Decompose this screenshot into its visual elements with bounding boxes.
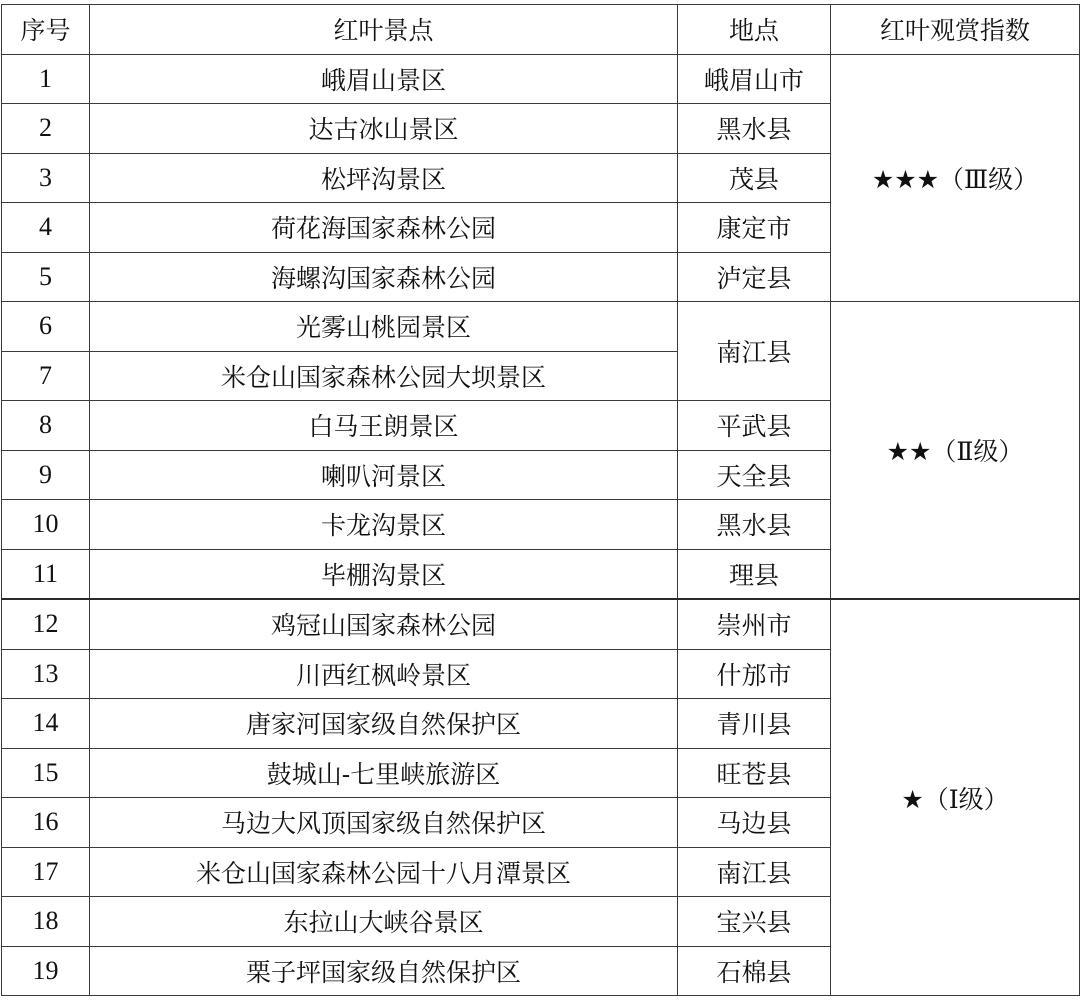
- rating-level-2: ★★（Ⅱ级）: [831, 302, 1080, 600]
- row-number: 6: [2, 302, 90, 352]
- row-number: 5: [2, 252, 90, 302]
- header-site: 红叶景点: [90, 5, 678, 55]
- header-location: 地点: [678, 5, 831, 55]
- header-number: 序号: [2, 5, 90, 55]
- location: 茂县: [678, 153, 831, 203]
- table-row: [2, 54, 1080, 104]
- row-number: 10: [2, 500, 90, 550]
- header-row: [2, 5, 1080, 55]
- row-number: 3: [2, 153, 90, 203]
- site-name: 鸡冠山国家森林公园: [90, 599, 678, 649]
- site-name: 马边大风顶国家级自然保护区: [90, 798, 678, 848]
- row-number: 7: [2, 351, 90, 401]
- location: 旺苍县: [678, 748, 831, 798]
- row-number: 4: [2, 203, 90, 253]
- location: 青川县: [678, 699, 831, 749]
- site-name: 鼓城山-七里峡旅游区: [90, 748, 678, 798]
- location: 平武县: [678, 401, 831, 451]
- site-name: 喇叭河景区: [90, 450, 678, 500]
- location: 黑水县: [678, 104, 831, 154]
- location: 泸定县: [678, 252, 831, 302]
- site-name: 米仓山国家森林公园十八月潭景区: [90, 847, 678, 897]
- site-name: 白马王朗景区: [90, 401, 678, 451]
- site-name: 东拉山大峡谷景区: [90, 897, 678, 947]
- row-number: 8: [2, 401, 90, 451]
- location: 马边县: [678, 798, 831, 848]
- red-leaf-sites-table: [1, 4, 1080, 996]
- location: 石棉县: [678, 946, 831, 996]
- site-name: 峨眉山景区: [90, 54, 678, 104]
- row-number: 18: [2, 897, 90, 947]
- rating-level-1: ★（Ⅰ级）: [831, 599, 1080, 996]
- location: 峨眉山市: [678, 54, 831, 104]
- row-number: 19: [2, 946, 90, 996]
- site-name: 卡龙沟景区: [90, 500, 678, 550]
- header-rating: 红叶观赏指数: [831, 5, 1080, 55]
- site-name: 米仓山国家森林公园大坝景区: [90, 351, 678, 401]
- row-number: 12: [2, 599, 90, 649]
- location: 理县: [678, 549, 831, 599]
- row-number: 1: [2, 54, 90, 104]
- row-number: 13: [2, 649, 90, 699]
- site-name: 唐家河国家级自然保护区: [90, 699, 678, 749]
- location: 宝兴县: [678, 897, 831, 947]
- location: 天全县: [678, 450, 831, 500]
- row-number: 11: [2, 549, 90, 599]
- location: 南江县: [678, 847, 831, 897]
- location: 南江县: [678, 302, 831, 401]
- table-row: [2, 302, 1080, 352]
- site-name: 达古冰山景区: [90, 104, 678, 154]
- rating-level-3: ★★★（Ⅲ级）: [831, 54, 1080, 302]
- location: 康定市: [678, 203, 831, 253]
- row-number: 15: [2, 748, 90, 798]
- site-name: 毕棚沟景区: [90, 549, 678, 599]
- site-name: 光雾山桃园景区: [90, 302, 678, 352]
- site-name: 川西红枫岭景区: [90, 649, 678, 699]
- site-name: 荷花海国家森林公园: [90, 203, 678, 253]
- table-row: [2, 599, 1080, 649]
- row-number: 14: [2, 699, 90, 749]
- site-name: 松坪沟景区: [90, 153, 678, 203]
- site-name: 海螺沟国家森林公园: [90, 252, 678, 302]
- location: 崇州市: [678, 599, 831, 649]
- row-number: 2: [2, 104, 90, 154]
- location: 黑水县: [678, 500, 831, 550]
- location: 什邡市: [678, 649, 831, 699]
- row-number: 16: [2, 798, 90, 848]
- site-name: 栗子坪国家级自然保护区: [90, 946, 678, 996]
- row-number: 17: [2, 847, 90, 897]
- row-number: 9: [2, 450, 90, 500]
